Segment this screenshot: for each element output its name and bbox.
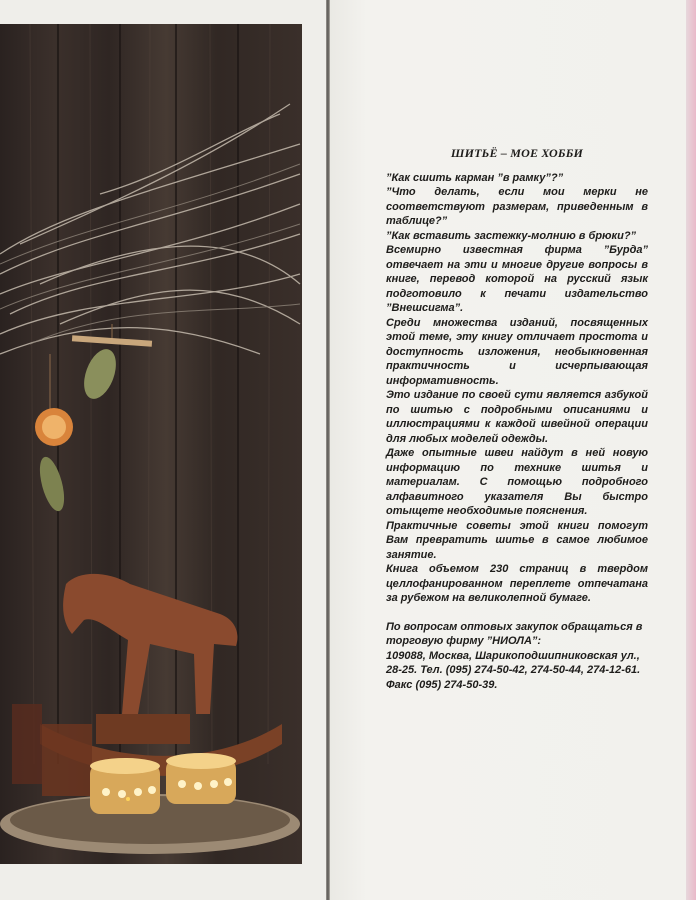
article-heading: ШИТЬЁ – МОЕ ХОББИ <box>450 146 584 160</box>
paragraph: Даже опытные швеи найдут в ней новую информацию по технике шитья и материалам. С помощью подробного алфавитного указателя Вы быстро отыщете необходимые пояснения. <box>386 447 648 517</box>
paragraph: ”Как вставить застежку-молнию в брюки?” <box>386 229 637 242</box>
left-page <box>0 0 326 900</box>
paragraph: Среди множества изданий, посвященных этой теме, эту книгу отличает простота и доступность изложения, необыкновенная практичность и исчерпывающая информативность. <box>386 316 648 387</box>
paragraph: Книга объемом 230 страниц в твердом целлофанированном переплете отпечатана за рубежом на великолепной бумаге. <box>386 563 648 604</box>
paragraph: Всемирно известная фирма ”Бурда” отвечает на эти и многие другие вопросы в книге, перевод которой на русский язык подготовило к печати издательство ”Внешсигма”. <box>386 244 648 314</box>
right-page <box>330 0 696 900</box>
still-life-illustration <box>0 24 302 864</box>
contact-intro: По вопросам оптовых закупок обращаться в торговую фирму ”НИОЛА”: <box>386 620 643 647</box>
page-edge <box>686 0 696 900</box>
article <box>386 146 648 692</box>
paragraph: Это издание по своей сути является азбукой по шитью с подробными описаниями и иллюстрациями к каждой швейной операции для любых моделей одежды. <box>386 389 648 445</box>
paragraph: ”Что делать, если мои мерки не соответствуют размерам, приведенным в таблице?” <box>386 186 648 227</box>
paragraph: Практичные советы этой книги помогут Вам превратить шитье в самое любимое занятие. <box>386 519 648 561</box>
contact-address: 109088, Москва, Шарикоподшипниковская ул., 28-25. Тел. (095) 274-50-42, 274-50-44, 274-12-61. Факс (095) 274-50-39. <box>386 649 641 691</box>
decorative-photo <box>0 24 302 864</box>
paragraph: ”Как сшить карман ”в рамку”?” <box>386 171 564 184</box>
